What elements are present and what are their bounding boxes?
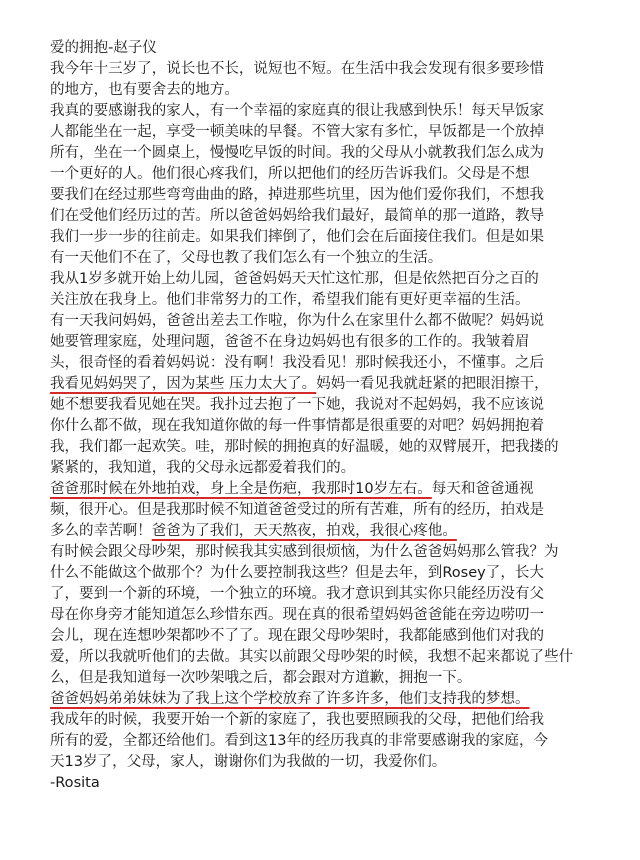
text-line: [50, 206, 620, 227]
text-segment: 爱的拥抱-赵子仪: [50, 40, 157, 56]
document-title: [50, 38, 620, 59]
text-segment: 频，很开心。但是我那时候不知道爸爸受过的所有苦难，所有的经历，拍戏是: [50, 502, 545, 518]
text-line: [50, 710, 620, 731]
text-line: [50, 311, 620, 332]
text-line: [50, 269, 620, 290]
text-line: [50, 248, 620, 269]
text-segment: 有一天他们不在了，父母也教了我们怎么有一个独立的生活。: [50, 250, 443, 266]
text-segment: 我们一步一步的往前走。如果我们摔倒了，他们会在后面接住我们。但是如果: [50, 229, 545, 245]
text-segment: 你什么都不做，现在我知道你做的每一件事情都是很重要的对吧？妈妈拥抱着: [50, 418, 545, 434]
text-segment: 会儿，现在连想吵架都吵不了了。现在跟父母吵架时，我都能感到他们对我的: [50, 628, 545, 644]
text-line: [50, 752, 620, 773]
text-line: [50, 80, 620, 101]
text-segment: 多么的幸苦啊！: [50, 523, 152, 539]
text-segment: 什么不能做这个做那个？为什么要控制我这些？但是去年，到Rosey了，长大: [50, 565, 544, 581]
text-segment: 爱，所以我就听他们的去做。其实以前跟父母吵架的时候，我想不起来都说了些什: [50, 649, 574, 665]
text-segment: 关注放在我身上。他们非常努力的工作，希望我们能有更好更幸福的生活。: [50, 292, 530, 308]
text-segment: 人都能坐在一起，享受一顿美味的早餐。不管大家有多忙，早饭都是一个放掉: [50, 124, 545, 140]
text-line: [50, 500, 620, 521]
text-segment: 的地方，也有要舍去的地方。: [50, 82, 239, 98]
text-line: [50, 164, 620, 185]
text-segment: 她不想要我看见她在哭。我扑过去抱了一下她，我说对不起妈妈，我不应该说: [50, 397, 545, 413]
underlined-passage: 爸爸妈妈弟弟妹妹为了我上这个学校放弃了许多许多，他们支持我的梦想。: [50, 691, 530, 707]
text-segment: 所有，坐在一个圆桌上，慢慢吃早饭的时间。我的父母从小就教我们怎么成为: [50, 145, 545, 161]
text-segment: 所有的爱，全都还给他们。看到这13年的经历我真的非常要感谢我的家庭，今: [50, 733, 549, 749]
text-line: [50, 647, 620, 668]
text-segment: 妈妈一看见我就赶紧的把眼泪擦干，: [316, 376, 549, 392]
underlined-passage: 爸爸为了我们，天天熬夜，拍戏，我很心疼他。: [151, 523, 457, 539]
text-segment: 天13岁了，父母，家人，谢谢你们为我做的一切，我爱你们。: [50, 754, 447, 770]
text-line: [50, 542, 620, 563]
text-line: [50, 122, 620, 143]
text-segment: 有一天我问妈妈，爸爸出差去工作啦，你为什么在家里什么都不做呢？妈妈说: [50, 313, 545, 329]
text-segment: 么，但是我知道每一次吵架哦之后，都会跟对方道歉，拥抱一下。: [50, 670, 472, 686]
text-line: [50, 626, 620, 647]
text-segment: 们在受他们经历过的苦。所以爸爸妈妈给我们最好，最简单的那一道路，教导: [50, 208, 545, 224]
text-line: [50, 227, 620, 248]
text-segment: 要我们在经过那些弯弯曲曲的路，掉进那些坑里，因为他们爱你我们，不想我: [50, 187, 545, 203]
text-segment: 我成年的时候，我要开始一个新的家庭了，我也要照顾我的父母，把他们给我: [50, 712, 545, 728]
text-segment: 我从1岁多就开始上幼儿园，爸爸妈妈天天忙这忙那，但是依然把百分之百的: [50, 271, 539, 287]
text-segment: 头，很奇怪的看着妈妈说：没有啊！我没看见！那时候我还小，不懂事。之后: [50, 355, 545, 371]
text-line: [50, 374, 620, 395]
text-line: [50, 584, 620, 605]
text-line: [50, 479, 620, 500]
text-segment: -Rosita: [50, 775, 100, 791]
text-line: [50, 143, 620, 164]
text-segment: 母在你身旁才能知道怎么珍惜东西。现在真的很希望妈妈爸爸能在旁边唠叨一: [50, 607, 545, 623]
text-line: [50, 668, 620, 689]
text-segment: 我，我们都一起欢笑。哇，那时候的拥抱真的好温暖，她的双臂展开，把我搂的: [50, 439, 559, 455]
text-line: [50, 395, 620, 416]
text-line: [50, 689, 620, 710]
text-line: [50, 59, 620, 80]
text-segment: 她要管理家庭，处理问题，爸爸不在身边妈妈也有很多的工作的。我皱着眉: [50, 334, 530, 350]
text-line: [50, 290, 620, 311]
text-line: [50, 332, 620, 353]
text-segment: 每天和爸爸通视: [431, 481, 534, 497]
text-line: [50, 605, 620, 626]
text-segment: 有时候会跟父母吵架，那时候我其实感到很烦恼，为什么爸爸妈妈那么管我？为: [50, 544, 559, 560]
text-line: [50, 563, 620, 584]
text-line: [50, 437, 620, 458]
text-segment: 一个更好的人。他们很心疼我们，所以把他们的经历告诉我们。父母是不想: [50, 166, 530, 182]
text-line: [50, 185, 620, 206]
text-line: [50, 101, 620, 122]
document-body: [50, 38, 620, 794]
text-segment: 我今年十三岁了，说长也不长，说短也不短。在生活中我会发现有很多要珍惜: [50, 61, 545, 77]
text-line: [50, 731, 620, 752]
text-line: [50, 353, 620, 374]
text-line: [50, 416, 620, 437]
underlined-passage: 爸爸那时候在外地拍戏，身上全是伤疤，我那时10岁左右。: [50, 481, 432, 497]
text-segment: 了，要到一个新的环境，一个独立的环境。我才意识到其实你只能经历没有父: [50, 586, 545, 602]
text-segment: 紧紧的，我知道，我的父母永远都爱着我们的。: [50, 460, 356, 476]
text-segment: 我真的要感谢我的家人，有一个幸福的家庭真的很让我感到快乐！每天早饭家: [50, 103, 545, 119]
text-line: [50, 521, 620, 542]
text-line: [50, 458, 620, 479]
signature: [50, 773, 620, 794]
underlined-passage: 我看见妈妈哭了，因为某些 压力太大了。: [50, 376, 317, 392]
